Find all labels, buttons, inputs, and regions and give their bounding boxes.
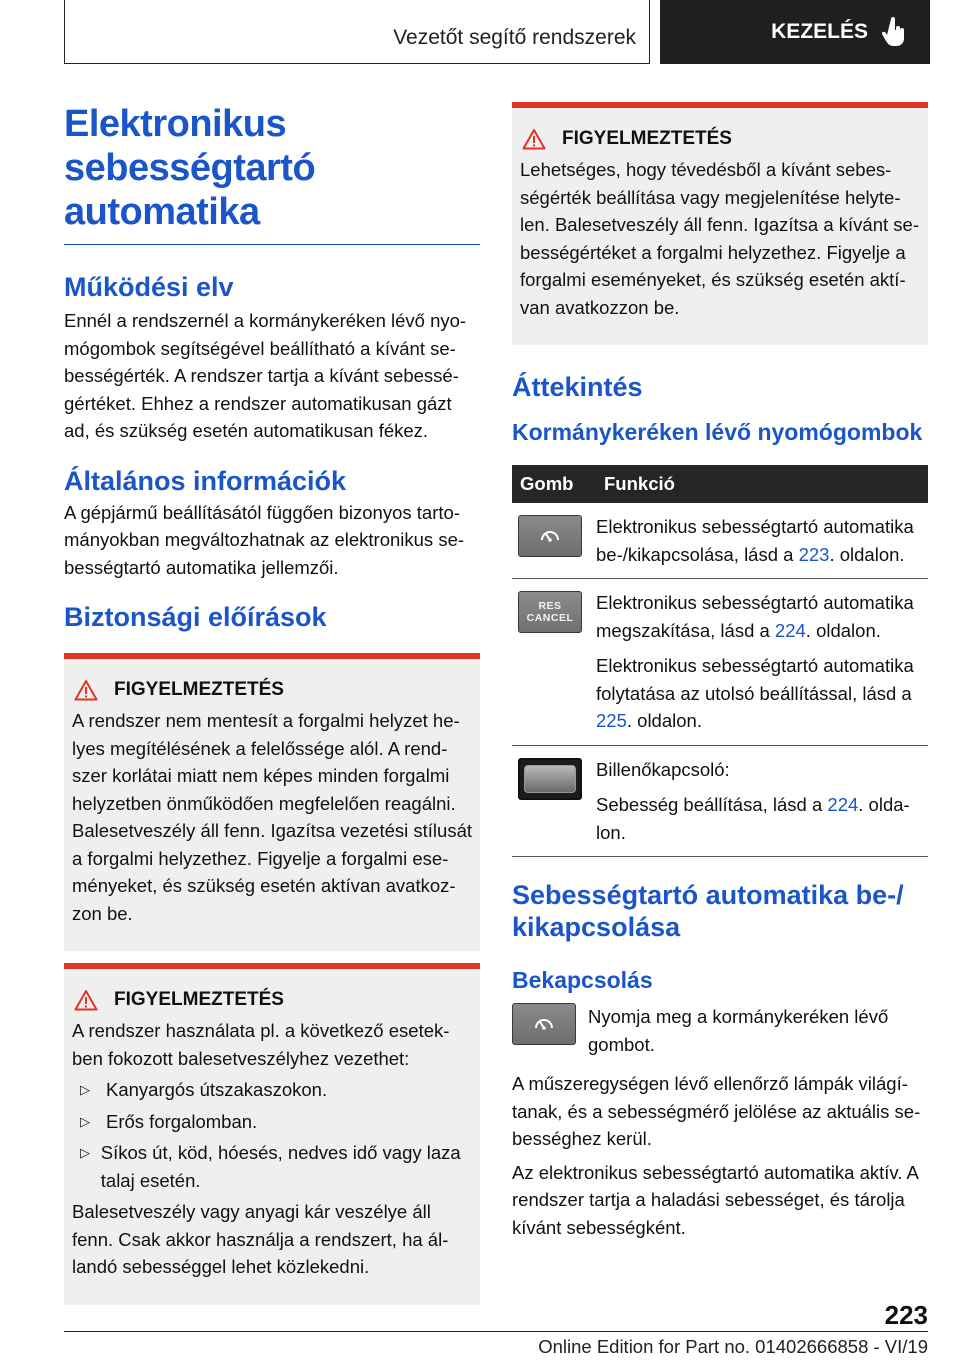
safety-heading: Biztonsági előírások bbox=[64, 602, 327, 632]
button-cell bbox=[512, 745, 596, 857]
cancel-label: CANCEL bbox=[526, 612, 574, 624]
title-divider bbox=[64, 244, 480, 245]
function-text: . oldalon. bbox=[805, 619, 881, 641]
warning-intro: A rendszer használata pl. a következő esetekben fokozott balesetveszélyhez vezethet: bbox=[72, 1020, 450, 1069]
page-link[interactable]: 224 bbox=[774, 619, 806, 641]
list-item-text: Erős forgalomban. bbox=[106, 1110, 258, 1132]
footer-divider bbox=[64, 1331, 928, 1332]
press-instruction-text: Nyomja meg a kormánykeréken lévő gombot. bbox=[588, 1006, 889, 1055]
warning-text: A rendszer nem mentesít a forgalmi helyzet helyes megítélésének a felelőssége alól. A rendszer korlátai miatt nem képes minden forgalmi helyzetben önműködően megfelelően reagálni. Balesetveszély áll fenn. Igazítsa vezetési stílusát a forgalmi helyzethez. Figyelje a forgalmi eseményeket, és szükség esetén aktívan avatkozzon be. bbox=[72, 710, 473, 924]
general-text: A gépjármű beállításától függően bizonyos tartományokban megváltozhatnak az elektronikus sebességtartó automatika jellemzői. bbox=[64, 501, 465, 578]
warning-heading bbox=[72, 679, 472, 701]
page-title bbox=[64, 102, 480, 234]
principle-text: Ennél a rendszernél a kormánykeréken lévő nyomógombok segítségével beállítható a kívánt sebességérték. A rendszer tartja a kívánt sebességértéket. Ehhez a rendszer automatikusan gázt ad, és szükség esetén automatikusan fékez. bbox=[64, 310, 467, 441]
function-text: . oldalon. bbox=[596, 794, 910, 843]
button-cell bbox=[512, 579, 596, 746]
overview-heading: Áttekintés bbox=[512, 372, 643, 402]
function-text: Elektronikus sebességtartó automatika be-/kikapcsolása, lásd a bbox=[596, 516, 914, 565]
warning-text: Lehetséges, hogy tévedésből a kívánt sebességérték beállítása vagy megjelenítése helytelen. Balesetveszély áll fenn. Igazítsa a kívánt sebességértéket a forgalmi helyzethez. Figyelje a forgalmi eseményeket, és szükség esetén aktívan avatkozzon be. bbox=[520, 159, 919, 318]
col-header-button: Gomb bbox=[512, 465, 596, 503]
function-cell bbox=[596, 745, 928, 857]
warning-triangle-icon bbox=[74, 989, 98, 1011]
bullet-triangle-icon: ▷ bbox=[80, 1145, 90, 1160]
col-header-function: Funkció bbox=[596, 465, 928, 503]
principle-heading: Működési elv bbox=[64, 272, 234, 302]
page-link[interactable]: 225 bbox=[596, 710, 627, 731]
cruise-control-button-icon bbox=[518, 515, 582, 557]
warning-triangle-icon bbox=[74, 679, 98, 701]
active-text: Az elektronikus sebességtartó automatika aktív. A rendszer tartja a haladási sebességet, és tárolja kívánt sebességként. bbox=[512, 1161, 918, 1238]
general-heading: Általános információk bbox=[64, 465, 347, 496]
header-section-title: Vezetőt segítő rendszerek bbox=[393, 26, 636, 49]
function-text: Elektronikus sebességtartó automatika folytatása az utolsó beállítással, lásd a bbox=[596, 655, 914, 704]
warning-triangle-icon bbox=[522, 128, 546, 150]
onoff-heading: Sebességtartó automatika be-/ kikapcsolása bbox=[512, 880, 904, 942]
bullet-triangle-icon: ▷ bbox=[80, 1082, 90, 1097]
cruise-control-button-icon bbox=[512, 1003, 576, 1045]
buttons-heading: Kormánykeréken lévő nyomógombok bbox=[512, 419, 923, 445]
warning-label: FIGYELMEZTETÉS bbox=[562, 128, 732, 149]
list-item bbox=[72, 1076, 472, 1104]
switch-on-instruction bbox=[512, 1003, 928, 1058]
table-row bbox=[512, 745, 928, 857]
button-cell bbox=[512, 503, 596, 579]
table-row bbox=[512, 503, 928, 579]
list-item bbox=[72, 1139, 472, 1194]
function-text: Elektronikus sebességtartó automatika megszakítása, lásd a bbox=[596, 592, 914, 641]
function-cell bbox=[596, 579, 928, 746]
warning-heading bbox=[520, 128, 920, 150]
function-text: . oldalon. bbox=[829, 543, 905, 565]
indicator-text: A műszeregységen lévő ellenőrző lámpák világítanak, és a sebességmérő jelölése az aktuális sebességhez kerül. bbox=[512, 1073, 921, 1149]
bullet-triangle-icon: ▷ bbox=[80, 1113, 90, 1129]
warning-box-3 bbox=[512, 102, 928, 345]
list-item-text: Síkos út, köd, hóesés, nedves idő vagy laza talaj esetén. bbox=[100, 1142, 461, 1191]
list-item bbox=[72, 1108, 472, 1136]
rocker-switch-icon bbox=[518, 758, 582, 800]
buttons-table bbox=[512, 465, 928, 857]
table-row bbox=[512, 579, 928, 746]
page-title-line2: automatika bbox=[64, 191, 260, 233]
page-title-line1: Elektronikus sebességtartó bbox=[64, 103, 316, 189]
left-column bbox=[64, 102, 480, 1305]
res-label: RES bbox=[538, 600, 562, 612]
function-text: Sebesség beállítása, lásd a bbox=[596, 794, 828, 815]
function-text: Billenőkapcsoló: bbox=[596, 758, 730, 780]
chapter-label: KEZELÉS bbox=[771, 20, 868, 43]
button-illustration bbox=[512, 1003, 588, 1058]
res-cancel-button-icon bbox=[518, 591, 582, 633]
warning-outro: Balesetveszély vagy anyagi kár veszélye áll fenn. Csak akkor használja a rendszert, ha állandó sebességgel lehet közlekedni. bbox=[72, 1201, 449, 1277]
page-link[interactable]: 224 bbox=[827, 794, 859, 815]
right-column bbox=[512, 102, 928, 1241]
warning-label: FIGYELMEZTETÉS bbox=[114, 679, 284, 700]
list-item-text: Kanyargós útszakaszokon. bbox=[106, 1079, 328, 1100]
function-cell bbox=[596, 503, 928, 579]
hand-pointer-icon bbox=[882, 17, 908, 47]
switch-on-heading: Bekapcsolás bbox=[512, 967, 653, 993]
warning-heading bbox=[72, 989, 472, 1011]
warning-box-1 bbox=[64, 653, 480, 951]
warning-label: FIGYELMEZTETÉS bbox=[114, 989, 284, 1010]
function-text: . oldalon. bbox=[626, 710, 702, 731]
warning-box-2 bbox=[64, 963, 480, 1305]
table-header-row bbox=[512, 465, 928, 503]
chapter-tab[interactable] bbox=[660, 0, 930, 64]
edition-text: Online Edition for Part no. 01402666858 - VI/19 bbox=[538, 1336, 928, 1357]
page-number: 223 bbox=[884, 1300, 928, 1330]
page-link[interactable]: 223 bbox=[798, 543, 830, 565]
